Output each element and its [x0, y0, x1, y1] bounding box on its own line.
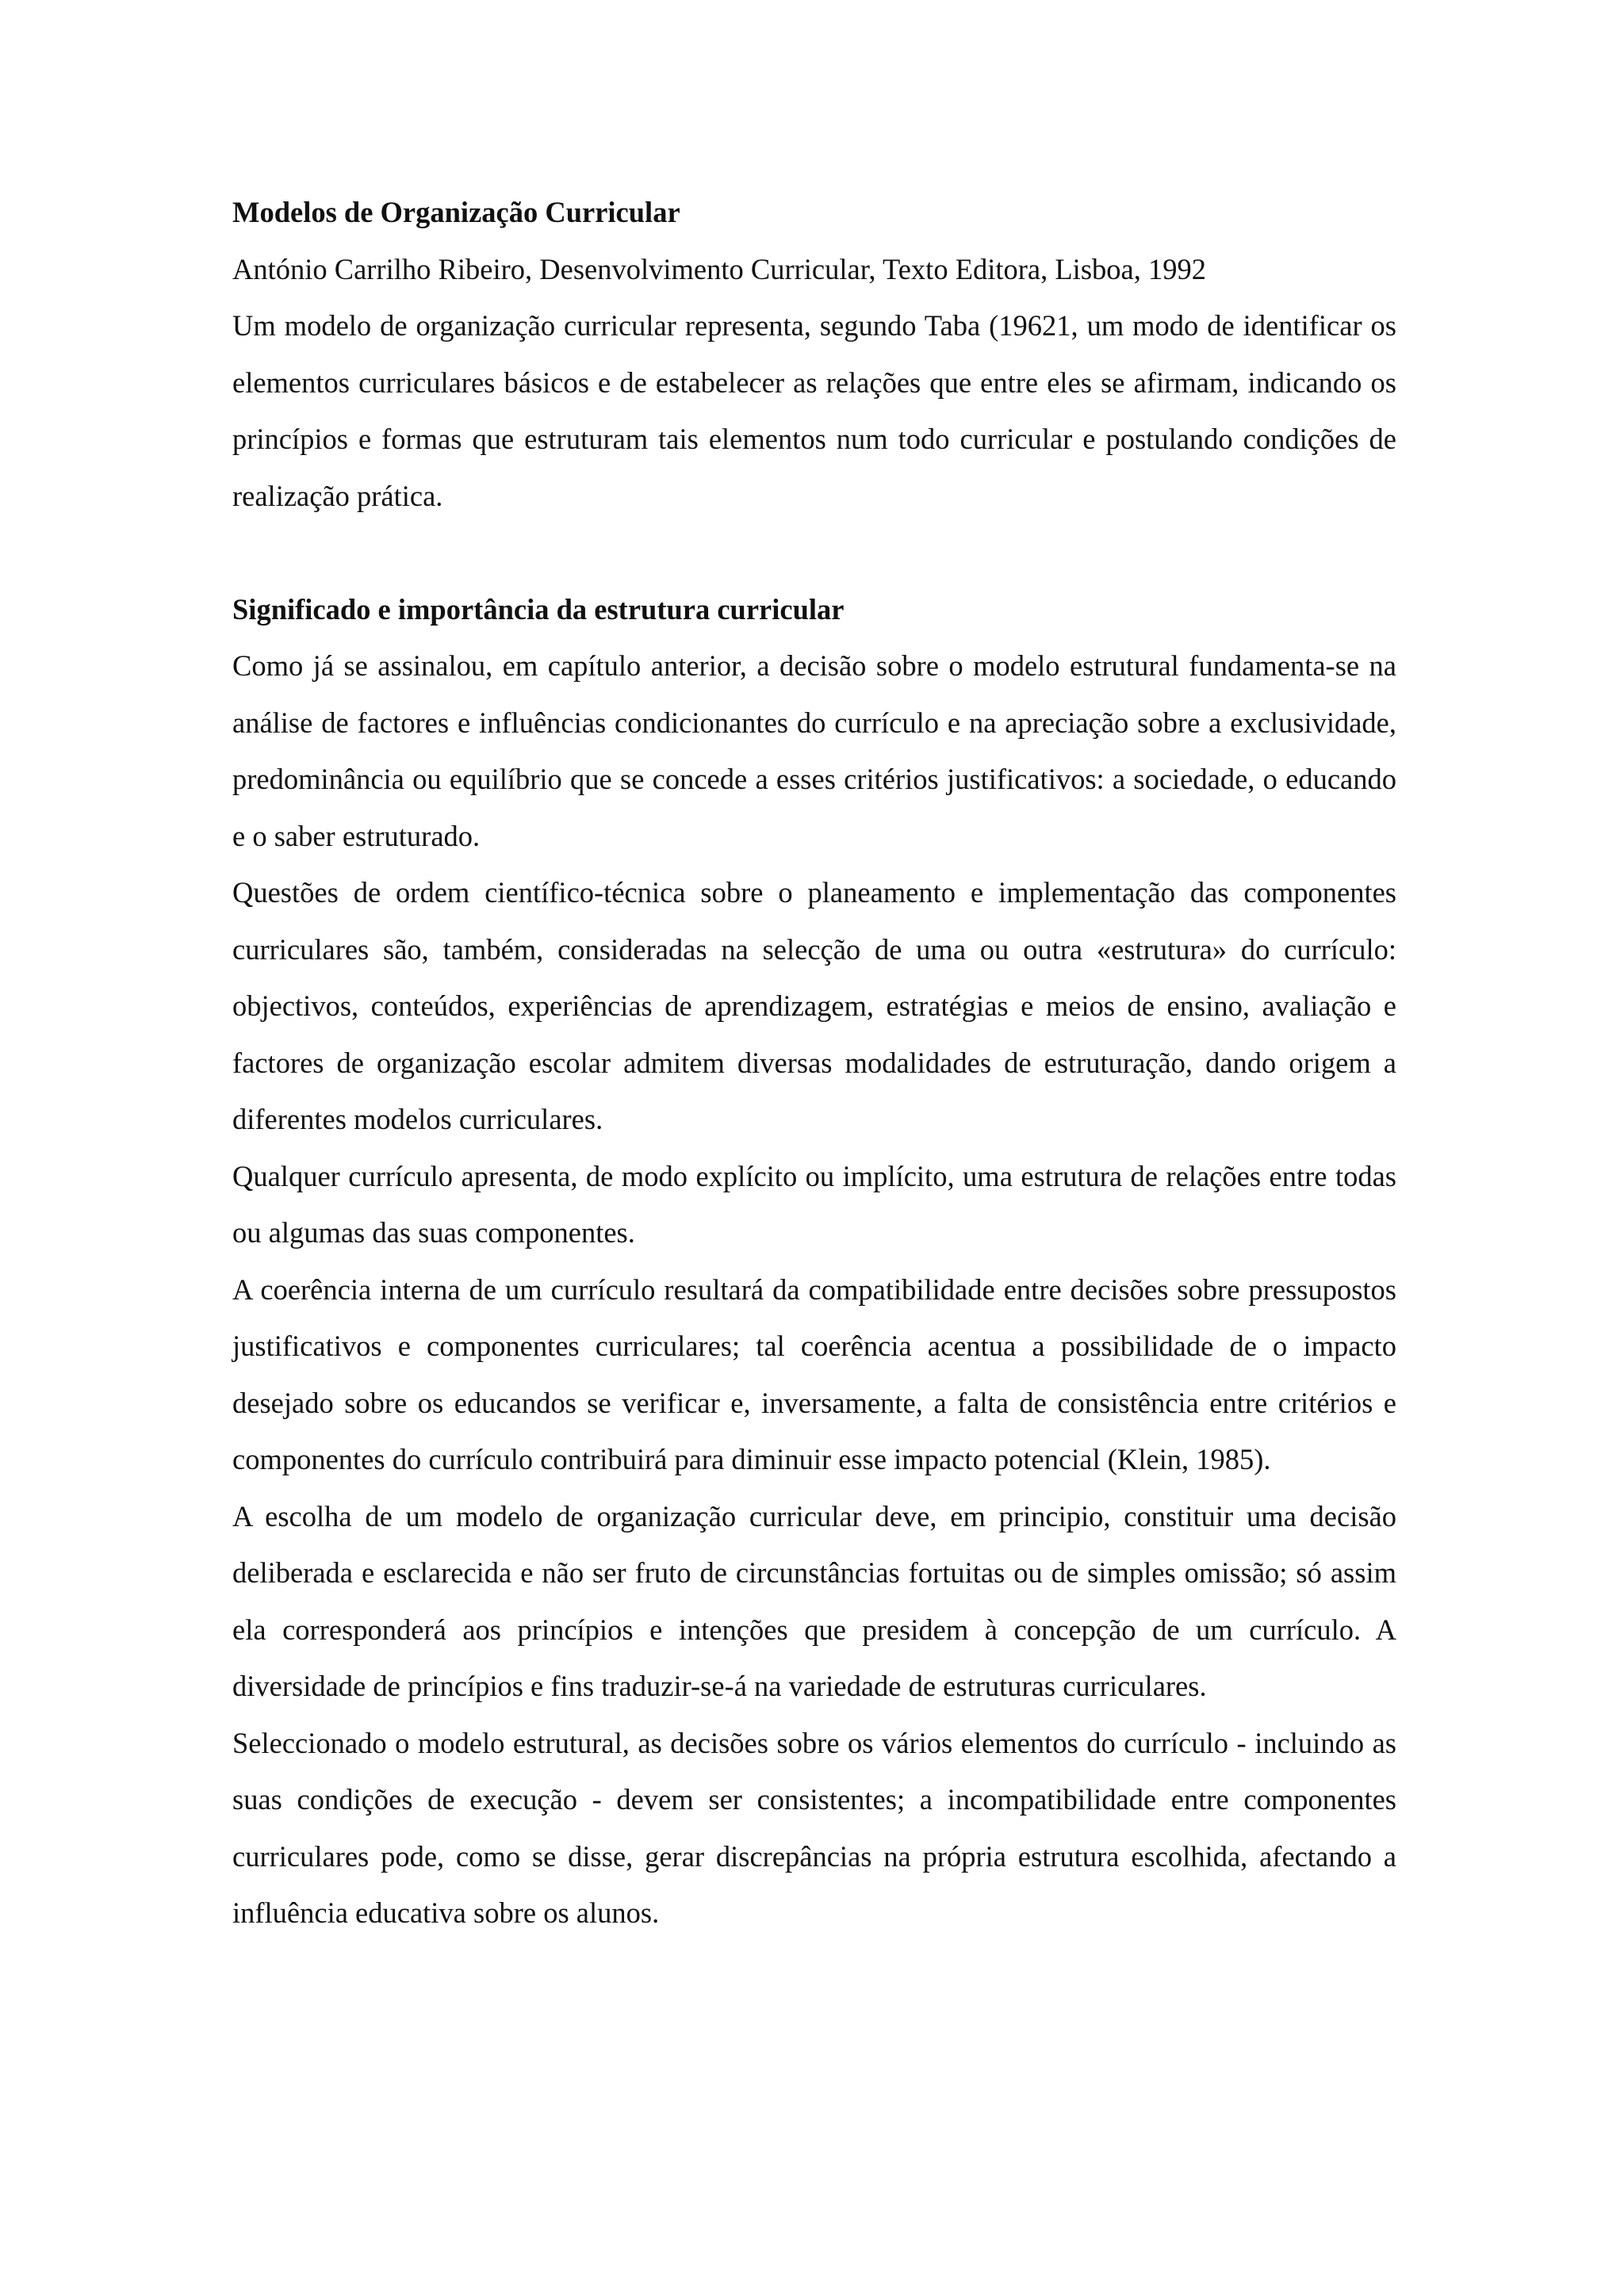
citation: António Carrilho Ribeiro, Desenvolvimento Curricular, Texto Editora, Lisboa, 1992 — [232, 252, 1206, 285]
paragraph: A escolha de um modelo de organização curricular deve, em principio, constituir uma decisão deliberada e esclarecida e não ser fruto de circunstâncias fortuitas ou de simples omissão; só assim ela corresponderá aos princípios e intenções que presidem à concepção de um currículo. A diversidade de princípios e fins traduzir-se-á na variedade de estruturas curriculares. — [232, 1499, 1396, 1702]
paragraph-definition: Um modelo de organização curricular representa, segundo Taba (19621, um modo de identificar os elementos curriculares básicos e de estabelecer as relações que entre eles se afirmam, indicando os princípios e formas que estruturam tais elementos num todo curricular e postulando condições de realização prática. — [232, 309, 1396, 512]
spacer — [232, 524, 1396, 581]
paragraph: A coerência interna de um currículo resultará da compatibilidade entre decisões sobre pressupostos justificativos e componentes curriculares; tal coerência acentua a possibilidade de o impacto desejado sobre os educandos se verificar e, inversamente, a falta de consistência entre critérios e componentes do currículo contribuirá para diminuir esse impacto potencial (Klein, 1985). — [232, 1272, 1396, 1475]
section-title-significado: Significado e importância da estrutura curricular — [232, 592, 845, 626]
paragraph: Questões de ordem científico-técnica sobre o planeamento e implementação das componentes curriculares são, também, consideradas na selecção de uma ou outra «estrutura» do currículo: objectivos, conteúdos, experiências de aprendizagem, estratégias e meios de ensino, avaliação e factores de organização escolar admitem diversas modalidades de estruturação, dando origem a diferentes modelos curriculares. — [232, 876, 1396, 1135]
document-body — [232, 184, 1396, 1942]
paragraph: Seleccionado o modelo estrutural, as decisões sobre os vários elementos do currículo - incluindo as suas condições de execução - devem ser consistentes; a incompatibilidade entre componentes curriculares pode, como se disse, gerar discrepâncias na própria estrutura escolhida, afectando a influência educativa sobre os alunos. — [232, 1726, 1396, 1929]
paragraph: Como já se assinalou, em capítulo anterior, a decisão sobre o modelo estrutural fundamenta-se na análise de factores e influências condicionantes do currículo e na apreciação sobre a exclusividade, predominância ou equilíbrio que se concede a esses critérios justificativos: a sociedade, o educando e o saber estruturado. — [232, 649, 1396, 852]
section-title-modelos: Modelos de Organização Curricular — [232, 196, 680, 228]
paragraph: Qualquer currículo apresenta, de modo explícito ou implícito, uma estrutura de relações entre todas ou algumas das suas componentes. — [232, 1159, 1396, 1249]
